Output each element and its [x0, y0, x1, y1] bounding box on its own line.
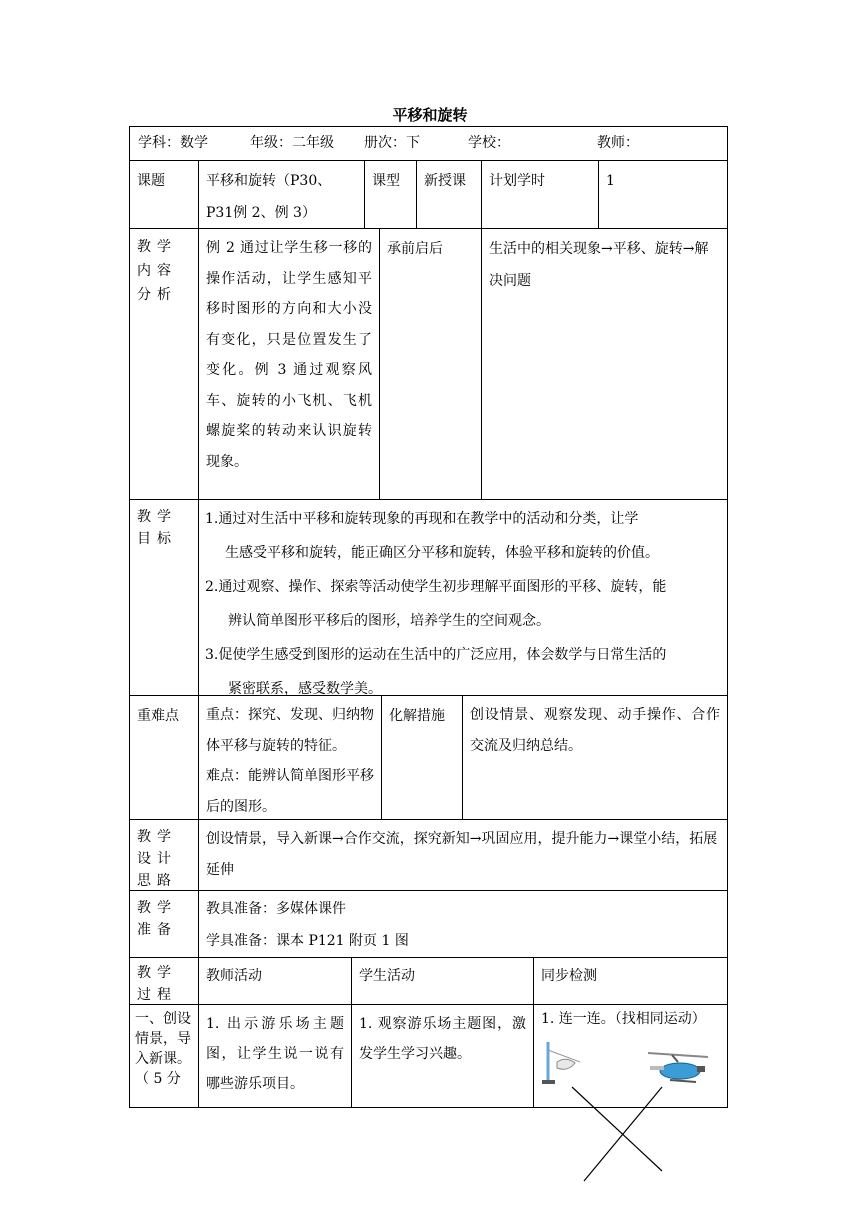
measure-label: 化解措施 [389, 708, 445, 724]
school-field: 学校： [468, 135, 510, 151]
sync-check-text: 1. 连一连。（找相同运动） [541, 1011, 706, 1027]
teacher-activity-header: 教师活动 [206, 968, 262, 984]
content-analysis-text: 例 2 通过让学生移一移的操作活动，让学生感知平移时图形的方向和大小没有变化，只是位置发生了变化。例 3 通过观察风车、旋转的小飞机、飞机螺旋桨的转动来认识旋转现象。 [206, 240, 372, 470]
helicopter-toy-icon [648, 1053, 708, 1082]
page-title: 平移和旋转 [392, 106, 468, 124]
goal-item-3-line-2: 紧密联系，感受数学美。 [228, 681, 382, 697]
difficulty-label: 重难点 [137, 708, 179, 724]
content-analysis-label: 教学内容分析 [137, 239, 177, 303]
planned-hours-value: 1 [606, 173, 615, 189]
topic-label: 课题 [137, 173, 165, 189]
process-label: 教学过程 [137, 965, 177, 1003]
student-activity-header: 学生活动 [359, 968, 415, 984]
prep-label: 教学准备 [137, 900, 177, 938]
lesson-type-label: 课型 [372, 173, 400, 189]
topic-value: 平移和旋转（P30、P31例 2、例 3） [206, 173, 332, 221]
subject-field: 学科：数学 [138, 135, 208, 151]
student-prep: 学具准备：课本 P121 附页 1 图 [206, 933, 409, 949]
teacher-field: 教师： [597, 135, 639, 151]
content-analysis-right: 生活中的相关现象→平移、旋转→解决问题 [489, 241, 709, 289]
volume-field: 册次：下 [364, 135, 420, 151]
hard-point-text: 难点：能辨认简单图形平移后的图形。 [206, 768, 374, 815]
design-text: 创设情景，导入新课→合作交流，探究新知→巩固应用，提升能力→课堂小结，拓展延伸 [206, 831, 718, 878]
design-label: 教学设计思路 [137, 829, 177, 889]
swing-ride-icon [542, 1042, 580, 1084]
teacher-prep: 教具准备：多媒体课件 [206, 901, 346, 917]
key-point-text: 重点：探究、发现、归纳物体平移与旋转的特征。 [206, 707, 374, 754]
stage-label: 一、创设情景，导入新课。（ 5 分 [135, 1011, 191, 1087]
goals-label: 教学目标 [137, 509, 177, 547]
grade-field: 年级：二年级 [250, 135, 334, 151]
teacher-activity-text: 1. 出示游乐场主题图，让学生说一说有哪些游乐项目。 [206, 1016, 344, 1092]
goal-item-1-line-2: 生感受平移和旋转，能正确区分平移和旋转，体验平移和旋转的价值。 [225, 545, 659, 561]
measure-text: 创设情景、观察发现、动手操作、合作交流及归纳总结。 [470, 707, 720, 754]
goal-item-3-line-1: 3.促使学生感受到图形的运动在生活中的广泛应用，体会数学与日常生活的 [205, 647, 667, 663]
lesson-type-value: 新授课 [424, 173, 466, 189]
goal-item-2-line-1: 2.通过观察、操作、探索等活动使学生初步理解平面图形的平移、旋转，能 [205, 579, 667, 595]
sync-check-header: 同步检测 [541, 968, 597, 984]
matching-line-1 [572, 1087, 662, 1171]
content-analysis-middle: 承前启后 [387, 241, 443, 257]
goal-item-2-line-2: 辨认简单图形平移后的图形，培养学生的空间观念。 [228, 613, 550, 629]
matching-line-2 [584, 1087, 662, 1181]
student-activity-text: 1. 观察游乐场主题图，激发学生学习兴趣。 [359, 1016, 526, 1062]
goal-item-1-line-1: 1.通过对生活中平移和旋转现象的再现和在教学中的活动和分类，让学 [205, 511, 639, 527]
planned-hours-label: 计划学时 [489, 173, 545, 189]
